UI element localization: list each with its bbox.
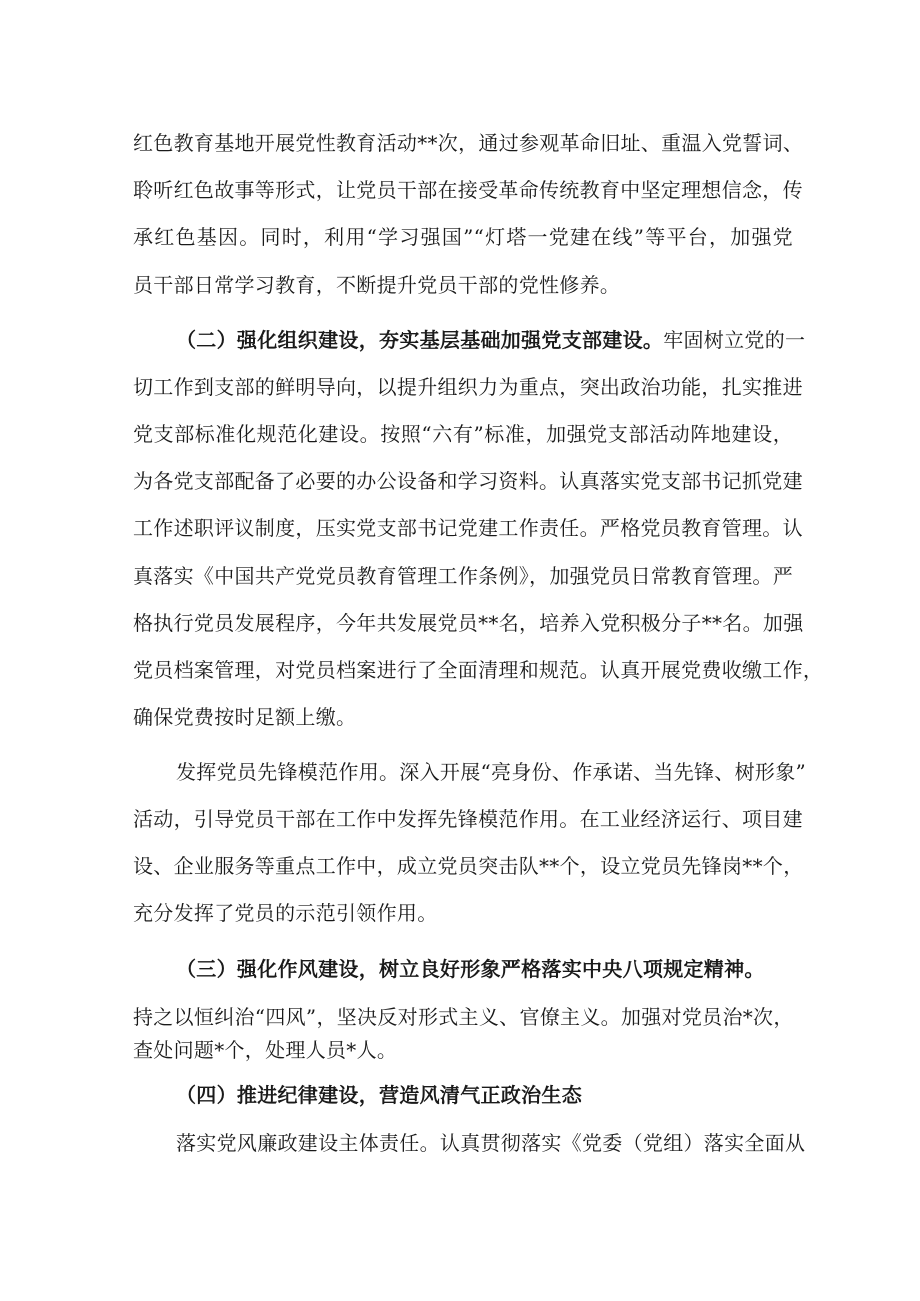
paragraph-line: 党员档案管理，对党员档案进行了全面清理和规范。认真开展党费收缴工作， — [133, 658, 824, 682]
paragraph-line: 发挥党员先锋模范作用。深入开展“亮身份、作承诺、当先锋、树形象” — [176, 760, 807, 784]
section-text: 牢固树立党的一 — [663, 328, 806, 352]
section-heading-4: （四）推进纪律建设，营造风清气正政治生态 — [176, 1083, 582, 1107]
paragraph-line: 红色教育基地开展党性教育活动**次，通过参观革命旧址、重温入党誓词、 — [133, 131, 804, 155]
paragraph-line: 落实党风廉政建设主体责任。认真贯彻落实《党委（党组）落实全面从 — [176, 1131, 806, 1155]
paragraph-line: 工作述职评议制度，压实党支部书记党建工作责任。严格党员教育管理。认 — [133, 516, 803, 540]
paragraph-line: 党支部标准化规范化建设。按照“六有”标准，加强党支部活动阵地建设， — [133, 422, 793, 446]
paragraph-line: 确保党费按时足额上缴。 — [133, 705, 357, 729]
section-heading-line — [176, 325, 806, 355]
paragraph-line: 真落实《中国共产党党员教育管理工作条例》，加强党员日常教育管理。严 — [133, 564, 793, 588]
paragraph-line: 持之以恒纠治“四风”，坚决反对形式主义、官僚主义。加强对党员治*次， — [133, 1005, 794, 1029]
paragraph-line: 设、企业服务等重点工作中，成立党员突击队**个，设立党员先锋岗**个， — [133, 854, 804, 878]
paragraph-line: 员干部日常学习教育，不断提升党员干部的党性修养。 — [133, 273, 621, 297]
paragraph-line: 查处问题*个，处理人员*人。 — [133, 1038, 398, 1062]
paragraph-line: 为各党支部配备了必要的办公设备和学习资料。认真落实党支部书记抓党建 — [133, 469, 803, 493]
paragraph-line: 切工作到支部的鲜明导向，以提升组织力为重点，突出政治功能，扎实推进 — [133, 375, 803, 399]
section-heading-2: （二）强化组织建设，夯实基层基础加强党支部建设。 — [176, 328, 664, 352]
section-heading-3: （三）强化作风建设，树立良好形象严格落实中央八项规定精神。 — [176, 957, 765, 981]
paragraph-line: 充分发挥了党员的示范引领作用。 — [133, 901, 438, 925]
paragraph-line: 聆听红色故事等形式，让党员干部在接受革命传统教育中坚定理想信念，传 — [133, 178, 803, 202]
paragraph-line: 承红色基因。同时，利用“学习强国”“灯塔一党建在线”等平台，加强党 — [133, 225, 793, 249]
paragraph-line: 活动，引导党员干部在工作中发挥先锋模范作用。在工业经济运行、项目建 — [133, 807, 803, 831]
paragraph-line: 格执行党员发展程序，今年共发展党员**名，培养入党积极分子**名。加强 — [133, 611, 804, 635]
